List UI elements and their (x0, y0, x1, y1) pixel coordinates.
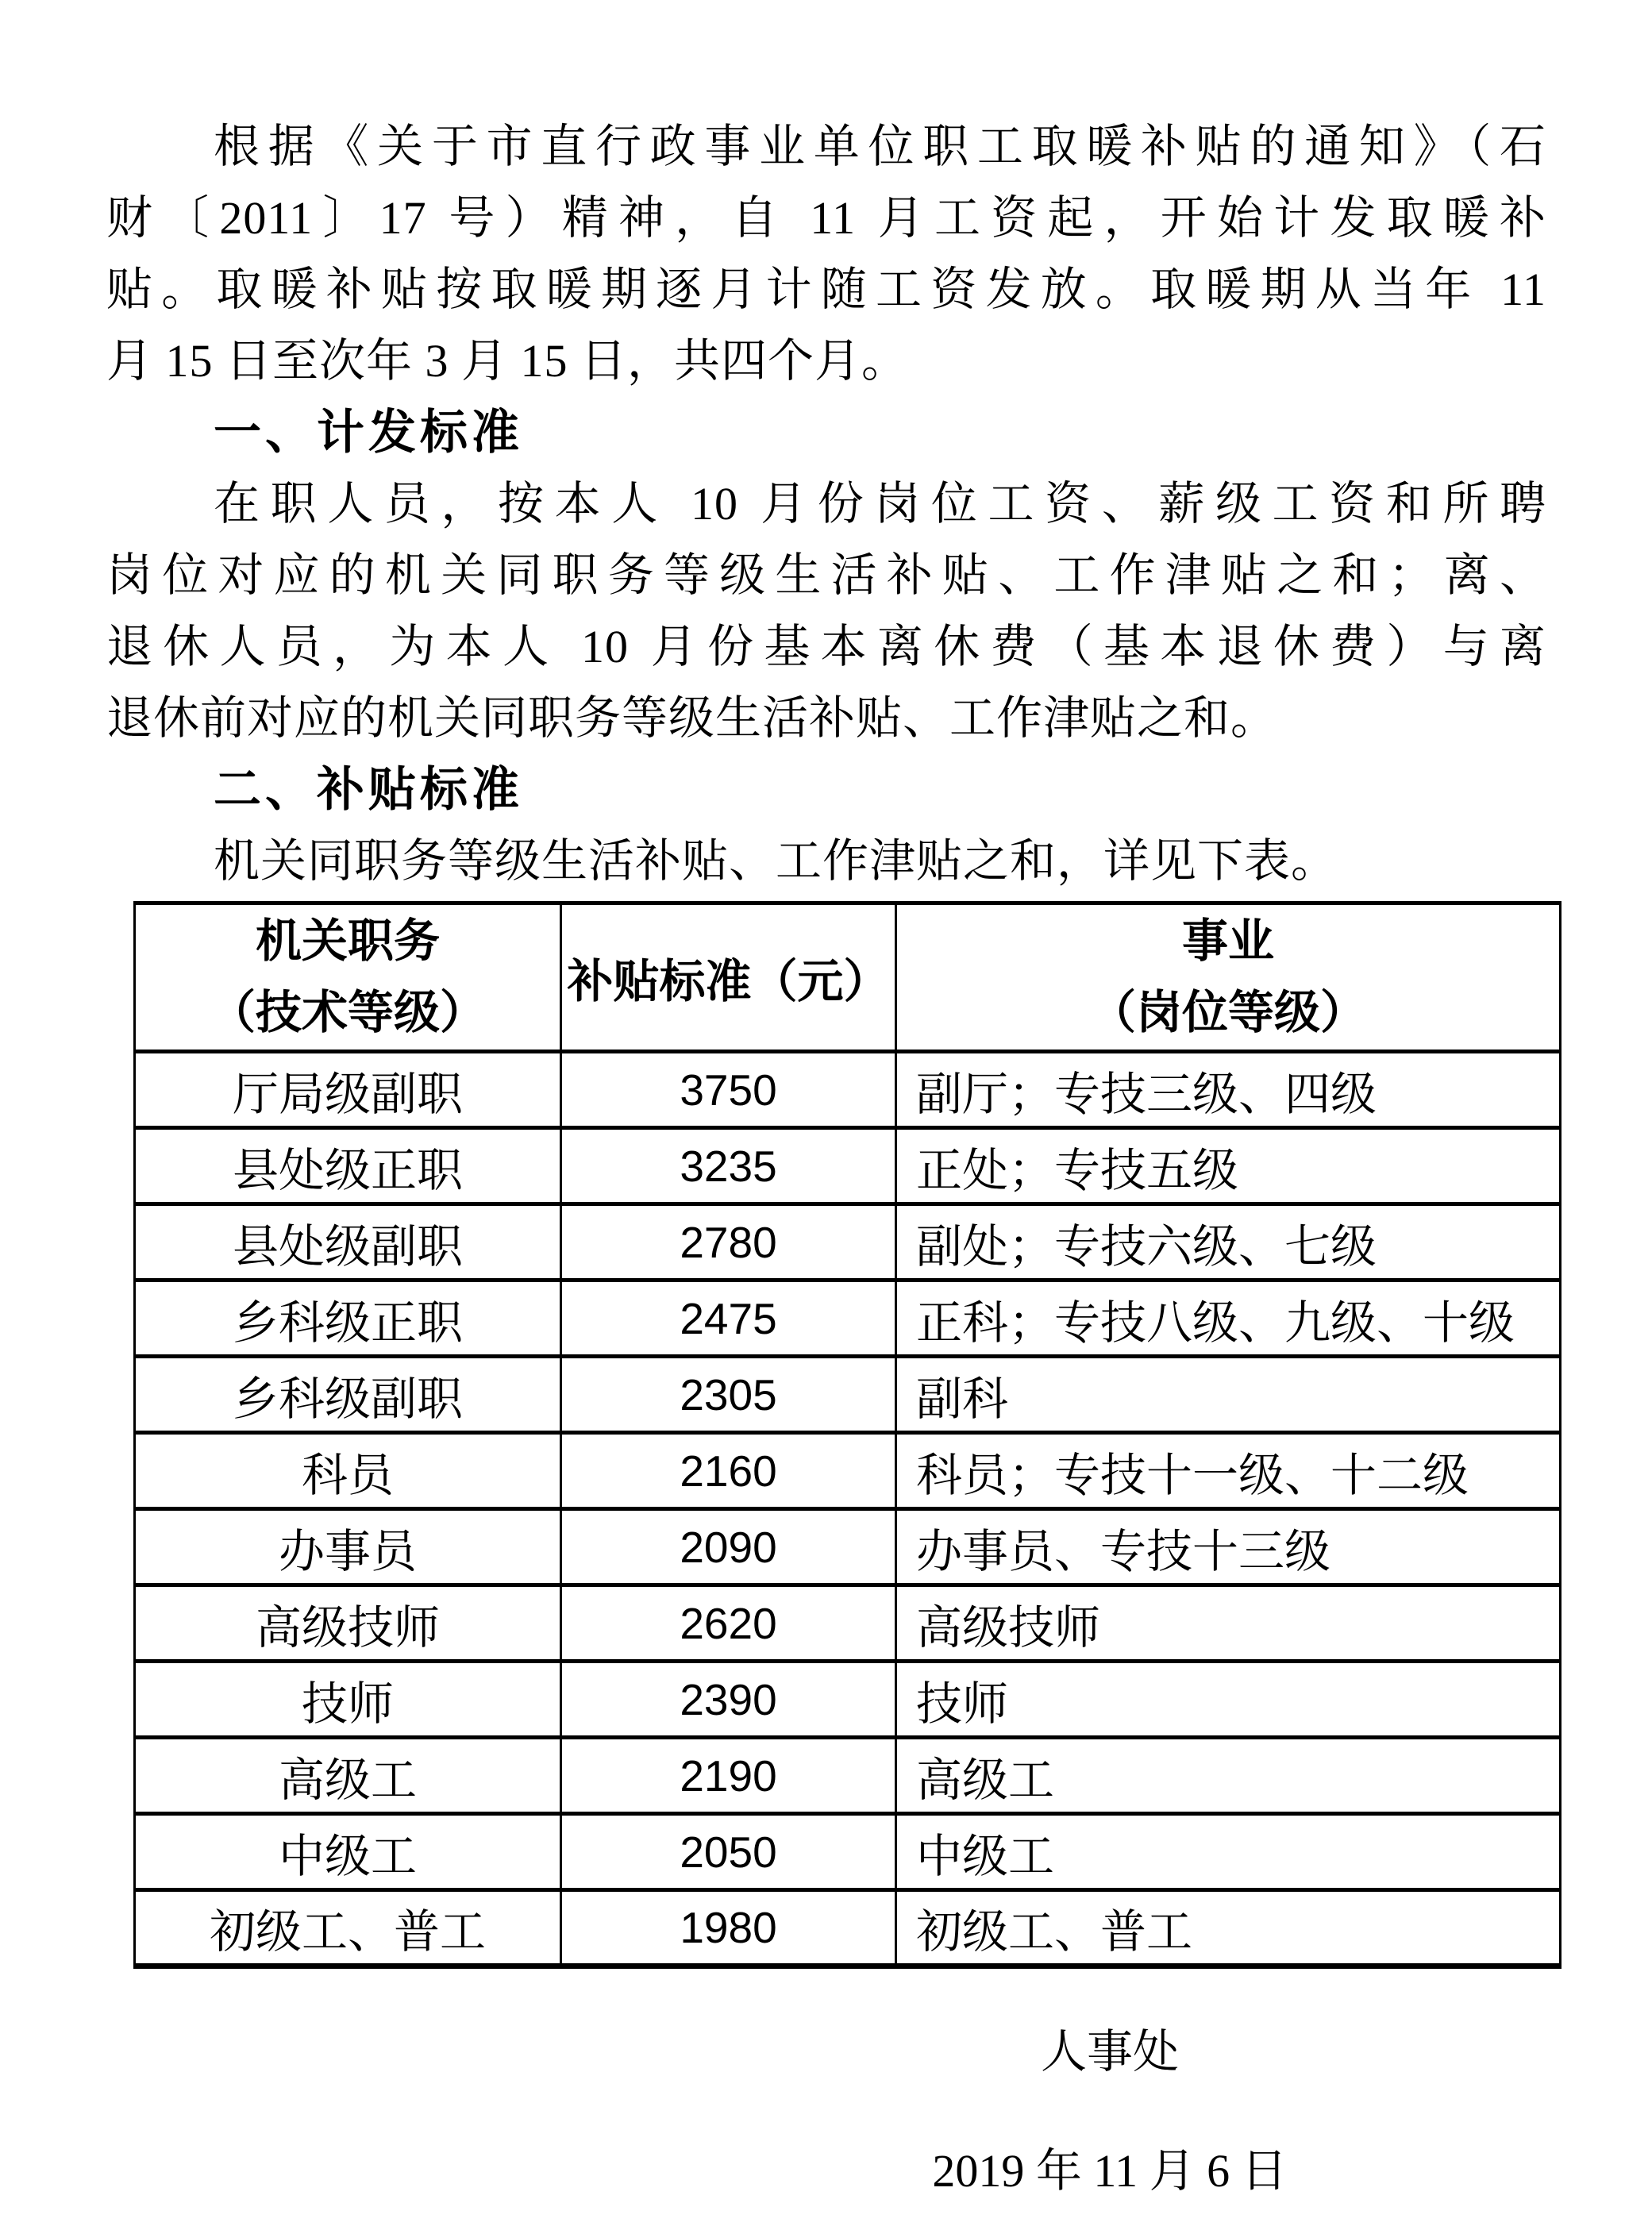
signature-date: 2019 年 11 月 6 日 (932, 2145, 1288, 2197)
section2-heading: 二、补贴标准 (214, 763, 523, 816)
table-row (135, 1281, 1561, 1357)
cell-career: 办事员、专技十三级 (896, 1509, 1561, 1585)
cell-position: 技师 (135, 1662, 561, 1738)
cell-position: 办事员 (135, 1509, 561, 1585)
table-row (135, 1890, 1561, 1966)
column-header-position (135, 903, 561, 1052)
cell-position: 初级工、普工 (135, 1890, 561, 1966)
cell-position: 乡科级正职 (135, 1281, 561, 1357)
cell-position: 县处级正职 (135, 1128, 561, 1204)
cell-amount: 2190 (561, 1738, 896, 1814)
signature-block (832, 1993, 1388, 2230)
intro-line-1: 根据《关于市直行政事业单位职工取暖补贴的通知》（石 (214, 121, 1546, 172)
table-row (135, 1357, 1561, 1433)
section1-line-1: 在职人员，按本人 10 月份岗位工资、薪级工资和所聘 (214, 478, 1546, 530)
table-row (135, 1052, 1561, 1128)
cell-position: 乡科级副职 (135, 1357, 561, 1433)
column-header-amount: 补贴标准（元） (561, 903, 896, 1052)
cell-amount: 2780 (561, 1204, 896, 1281)
cell-amount: 3750 (561, 1052, 896, 1128)
cell-amount: 2050 (561, 1814, 896, 1890)
table-header-row (135, 903, 1561, 1052)
cell-position: 中级工 (135, 1814, 561, 1890)
column-header-career-line2: （岗位等级） (1089, 987, 1366, 1038)
table-row (135, 1585, 1561, 1662)
cell-amount: 2160 (561, 1433, 896, 1509)
cell-career: 高级工 (896, 1738, 1561, 1814)
cell-position: 科员 (135, 1433, 561, 1509)
column-header-position-line2: （技术等级） (209, 987, 486, 1038)
signature-department: 人事处 (1040, 2026, 1179, 2078)
cell-career: 副处；专技六级、七级 (896, 1204, 1561, 1281)
cell-amount: 2390 (561, 1662, 896, 1738)
section1-line-4: 退休前对应的机关同职务等级生活补贴、工作津贴之和。 (106, 692, 1278, 744)
table-row (135, 1738, 1561, 1814)
cell-career: 科员；专技十一级、十二级 (896, 1433, 1561, 1509)
section1-line-3: 退休人员，为本人 10 月份基本离休费（基本退休费）与离 (106, 621, 1546, 672)
cell-position: 高级工 (135, 1738, 561, 1814)
cell-career: 副厅；专技三级、四级 (896, 1052, 1561, 1128)
cell-amount: 2475 (561, 1281, 896, 1357)
column-header-career (896, 903, 1561, 1052)
column-header-career-line1: 事业 (1181, 915, 1274, 967)
cell-career: 正处；专技五级 (896, 1128, 1561, 1204)
cell-amount: 2305 (561, 1357, 896, 1433)
cell-position: 厅局级副职 (135, 1052, 561, 1128)
cell-amount: 2090 (561, 1509, 896, 1585)
table-row (135, 1509, 1561, 1585)
table-row (135, 1128, 1561, 1204)
cell-amount: 2620 (561, 1585, 896, 1662)
cell-career: 中级工 (896, 1814, 1561, 1890)
table-row (135, 1814, 1561, 1890)
cell-amount: 3235 (561, 1128, 896, 1204)
cell-career: 初级工、普工 (896, 1890, 1561, 1966)
cell-career: 副科 (896, 1357, 1561, 1433)
table-row (135, 1433, 1561, 1509)
table-row (135, 1204, 1561, 1281)
cell-amount: 1980 (561, 1890, 896, 1966)
cell-position: 高级技师 (135, 1585, 561, 1662)
intro-line-2: 财〔2011〕17 号）精神，自 11 月工资起，开始计发取暖补 (106, 192, 1546, 244)
cell-career: 技师 (896, 1662, 1561, 1738)
intro-line-3: 贴。取暖补贴按取暖期逐月计随工资发放。取暖期从当年 11 (106, 264, 1546, 315)
cell-career: 正科；专技八级、九级、十级 (896, 1281, 1561, 1357)
section1-heading: 一、计发标准 (214, 406, 523, 459)
section2-intro-line: 机关同职务等级生活补贴、工作津贴之和，详见下表。 (214, 835, 1338, 887)
intro-line-4: 月 15 日至次年 3 月 15 日，共四个月。 (106, 335, 909, 387)
cell-position: 县处级副职 (135, 1204, 561, 1281)
cell-career: 高级技师 (896, 1585, 1561, 1662)
section1-line-2: 岗位对应的机关同职务等级生活补贴、工作津贴之和；离、 (106, 549, 1546, 601)
table-row (135, 1662, 1561, 1738)
column-header-position-line1: 机关职务 (255, 915, 440, 967)
subsidy-table (133, 901, 1562, 1969)
